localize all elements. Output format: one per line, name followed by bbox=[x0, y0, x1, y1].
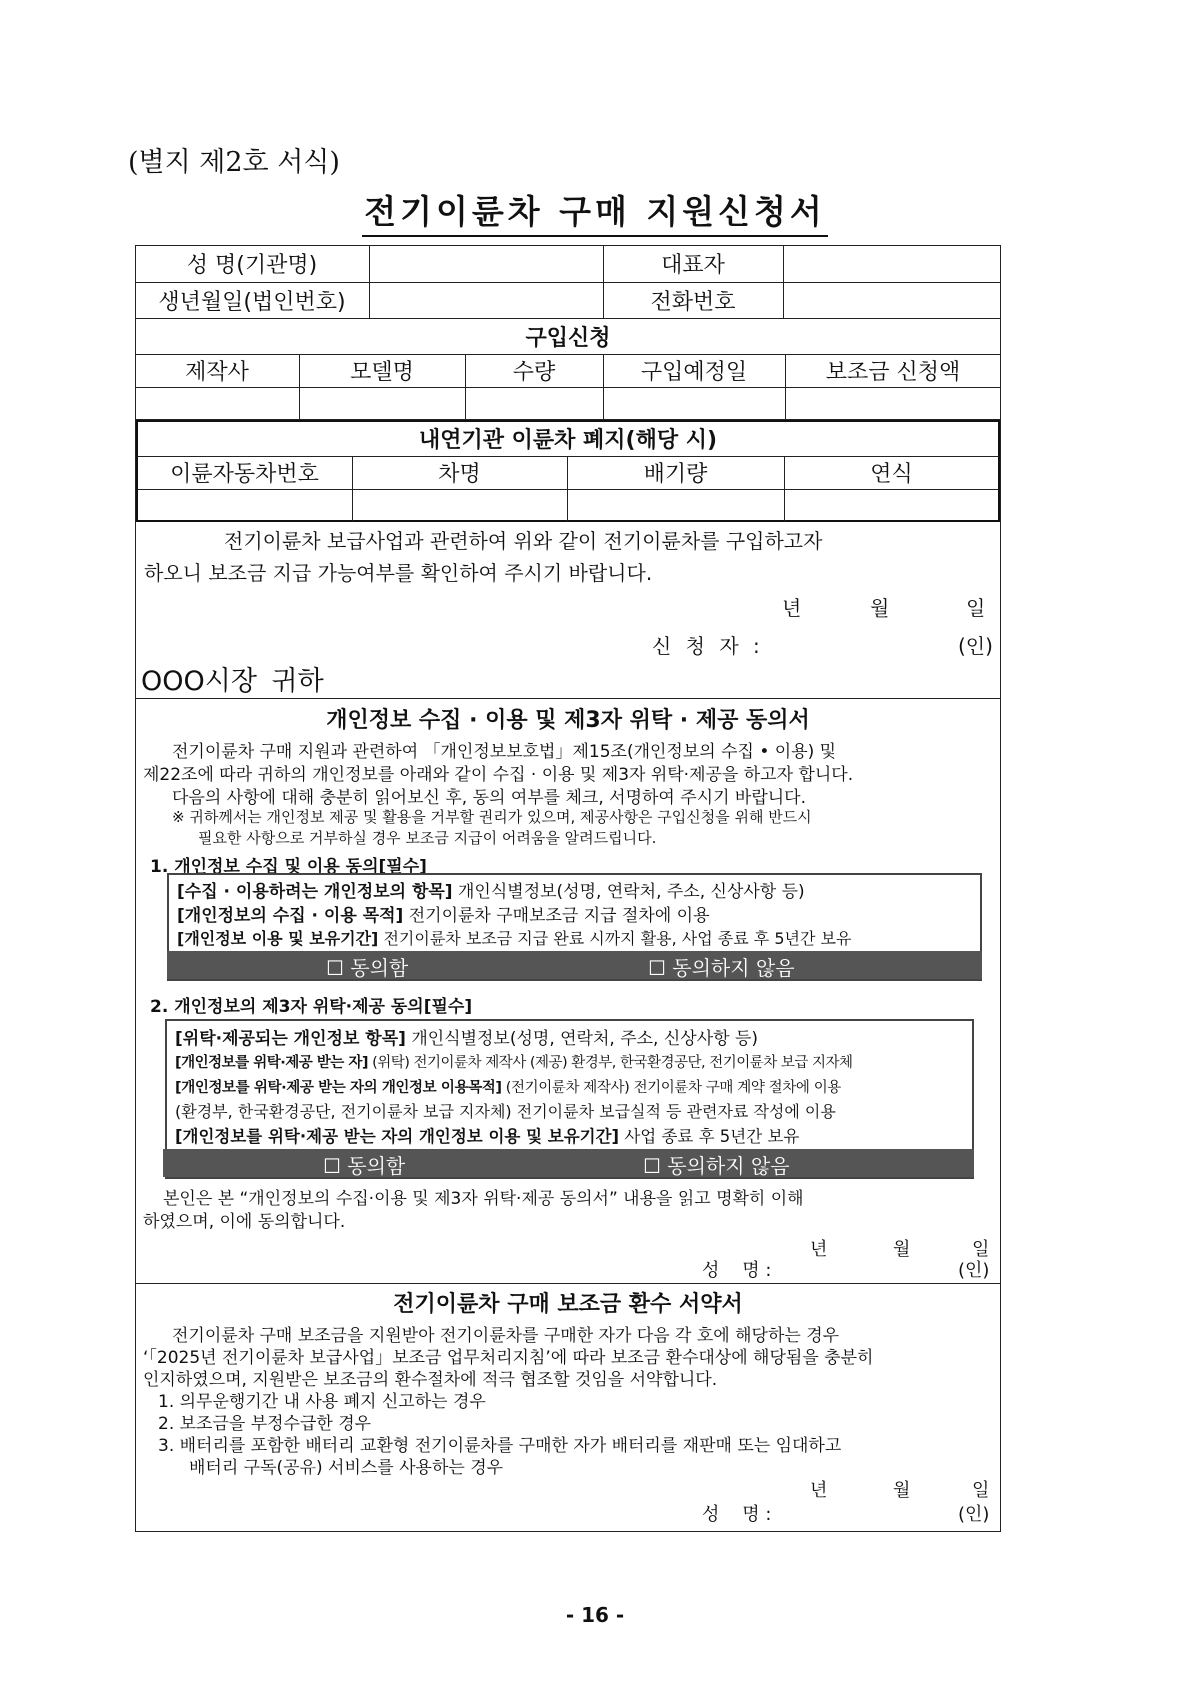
applicant-label: 신 청 자 : bbox=[652, 634, 764, 658]
row-label: [개인정보를 위탁·제공 받는 자] bbox=[175, 1055, 368, 1071]
row-value: 전기이륜차 보조금 지급 완료 시까지 활용, 사업 종료 후 5년간 보유 bbox=[383, 929, 852, 948]
request-line-1: 전기이륜차 보급사업과 관련하여 위와 같이 전기이륜차를 구입하고자 bbox=[224, 529, 823, 553]
name-field[interactable] bbox=[369, 245, 603, 282]
consent-2-options-bar bbox=[163, 1149, 974, 1177]
disposal-heading: 내연기관 이륜차 폐지(해당 시) bbox=[418, 428, 718, 453]
consent-heading: 개인정보 수집 · 이용 및 제3자 위탁 · 제공 동의서 bbox=[326, 708, 810, 733]
consent-1-disagree-checkbox[interactable]: ☐ 동의하지 않음 bbox=[648, 956, 795, 980]
consent-day: 일 bbox=[972, 1239, 990, 1260]
consent-month: 월 bbox=[893, 1239, 911, 1260]
subsidy-field[interactable] bbox=[785, 387, 1001, 419]
pledge-heading: 전기이륜차 구매 보조금 환수 서약서 bbox=[393, 1292, 743, 1317]
pledge-text-2: ‘「2025년 전기이륜차 보급사업」보조금 업무처리지침’에 따라 보조금 환수대상에 해당됨을 충분히 bbox=[143, 1348, 874, 1368]
birth-field[interactable] bbox=[369, 282, 603, 318]
pledge-item-3-cont: 배터리 구독(공유) 서비스를 사용하는 경우 bbox=[189, 1458, 504, 1478]
consent-intro-3: 다음의 사항에 대해 충분히 읽어보신 후, 동의 여부를 체크, 서명하여 주시기 바랍니다. bbox=[172, 788, 807, 808]
row-value: (환경부, 한국환경공단, 전기이륜차 보급 지자체) 전기이륜차 보급실적 등 관련자료 작성에 이용 bbox=[175, 1102, 836, 1121]
purchase-col-subsidy: 보조금 신청액 bbox=[825, 360, 961, 385]
row-value: 개인식별정보(성명, 연락처, 주소, 신상사항 등) bbox=[411, 1029, 758, 1049]
consent-2-row-5 bbox=[175, 1123, 799, 1147]
pledge-text-3: 인지하였으며, 지원받은 보조금의 환수절차에 적극 협조할 것임을 서약합니다. bbox=[143, 1370, 718, 1390]
vehicle-name-field[interactable] bbox=[352, 489, 567, 520]
consent-1-agree-checkbox[interactable]: ☐ 동의함 bbox=[326, 956, 409, 980]
divider bbox=[135, 1283, 1001, 1284]
consent-intro-1: 전기이륜차 구매 지원과 관련하여 「개인정보보호법」제15조(개인정보의 수집 • 이용) 및 bbox=[172, 742, 837, 762]
row-label: [위탁·제공되는 개인정보 항목] bbox=[175, 1029, 406, 1049]
request-year: 년 bbox=[782, 596, 802, 620]
request-line-2: 하오니 보조금 지급 가능여부를 확인하여 주시기 바랍니다. bbox=[144, 561, 653, 585]
representative-field[interactable] bbox=[783, 245, 1001, 282]
row-value: (위탁) 전기이륜차 제작사 (제공) 환경부, 한국환경공단, 전기이륜차 보급 지자체 bbox=[372, 1055, 853, 1071]
page-title bbox=[0, 186, 1190, 233]
consent-intro-2: 제22조에 따라 귀하의 개인정보를 아래와 같이 수집 · 이용 및 제3자 위탁·제공을 하고자 합니다. bbox=[143, 765, 854, 785]
disposal-col-year: 연식 bbox=[870, 462, 913, 487]
consent-confirm-2: 하였으며, 이에 동의합니다. bbox=[143, 1212, 346, 1232]
divider bbox=[135, 698, 1001, 699]
phone-label: 전화번호 bbox=[650, 289, 736, 315]
consent-section-1-title: 1. 개인정보 수집 및 이용 동의[필수] bbox=[150, 857, 427, 877]
quantity-field[interactable] bbox=[465, 387, 603, 419]
pledge-day: 일 bbox=[972, 1480, 990, 1501]
consent-name-label: 성 명 : bbox=[702, 1260, 772, 1281]
pledge-item-3: 3. 배터리를 포함한 배터리 교환형 전기이륜차를 구매한 자가 배터리를 재판매 또는 임대하고 bbox=[158, 1436, 842, 1456]
pledge-month: 월 bbox=[893, 1480, 911, 1501]
form-number: (별지 제2호 서식) bbox=[128, 147, 340, 178]
consent-1-row-2 bbox=[177, 901, 710, 926]
consent-note-1: ※ 귀하께서는 개인정보 제공 및 활용을 거부할 권리가 있으며, 제공사항은 구입신청을 위해 반드시 bbox=[172, 808, 812, 826]
representative-label: 대표자 bbox=[661, 253, 725, 278]
consent-2-disagree-checkbox[interactable]: ☐ 동의하지 않음 bbox=[643, 1154, 790, 1178]
page-title-text: 전기이륜차 구매 지원신청서 bbox=[362, 192, 828, 237]
row-value: 전기이륜차 구매보조금 지급 절차에 이용 bbox=[408, 906, 710, 926]
row-label: [수집 · 이용하려는 개인정보의 항목] bbox=[177, 882, 453, 902]
maker-field[interactable] bbox=[135, 387, 299, 419]
consent-seal: (인) bbox=[958, 1260, 990, 1281]
consent-section-2-title: 2. 개인정보의 제3자 위탁·제공 동의[필수] bbox=[150, 997, 473, 1017]
consent-2-row-4 bbox=[175, 1099, 836, 1122]
pledge-name-label: 성 명 : bbox=[702, 1504, 772, 1525]
consent-2-agree-checkbox[interactable]: ☐ 동의함 bbox=[323, 1154, 406, 1178]
purchase-col-maker: 제작사 bbox=[185, 360, 249, 385]
row-value: 사업 종료 후 5년간 보유 bbox=[624, 1127, 800, 1146]
purchase-col-model: 모델명 bbox=[350, 360, 414, 385]
consent-note-2: 필요한 사항으로 거부하실 경우 보조금 지급이 어려움을 알려드립니다. bbox=[198, 829, 657, 847]
pledge-seal: (인) bbox=[958, 1504, 990, 1525]
row-label: [개인정보 이용 및 보유기간] bbox=[177, 929, 379, 948]
model-field[interactable] bbox=[299, 387, 465, 419]
row-label: [개인정보의 수집 · 이용 목적] bbox=[177, 906, 404, 926]
disposal-col-plate: 이륜자동차번호 bbox=[170, 462, 319, 487]
consent-2-row-2 bbox=[175, 1051, 853, 1072]
displacement-field[interactable] bbox=[567, 489, 784, 520]
purchase-col-qty: 수량 bbox=[512, 360, 556, 385]
consent-1-row-1 bbox=[177, 877, 805, 902]
applicant-seal: (인) bbox=[958, 634, 993, 658]
request-month: 월 bbox=[870, 596, 890, 620]
addressee-suffix: 귀하 bbox=[271, 666, 324, 697]
consent-2-row-3 bbox=[175, 1076, 841, 1097]
phone-field[interactable] bbox=[783, 282, 1001, 318]
birth-label: 생년월일(법인번호) bbox=[158, 289, 346, 315]
pledge-item-2: 2. 보조금을 부정수급한 경우 bbox=[158, 1414, 372, 1434]
pledge-item-1: 1. 의무운행기간 내 사용 폐지 신고하는 경우 bbox=[158, 1392, 486, 1412]
plate-field[interactable] bbox=[137, 489, 352, 520]
page-number: - 16 - bbox=[565, 1603, 625, 1627]
consent-1-options-bar bbox=[167, 951, 982, 979]
request-day: 일 bbox=[966, 596, 986, 620]
disposal-col-displacement: 배기량 bbox=[643, 462, 708, 487]
consent-2-row-1 bbox=[175, 1024, 758, 1049]
row-value: 개인식별정보(성명, 연락처, 주소, 신상사항 등) bbox=[458, 882, 805, 902]
disposal-col-name: 차명 bbox=[438, 462, 481, 487]
consent-year: 년 bbox=[810, 1239, 828, 1260]
model-year-field[interactable] bbox=[784, 489, 999, 520]
row-label: [개인정보를 위탁·제공 받는 자의 개인정보 이용목적] bbox=[175, 1080, 502, 1096]
row-label: [개인정보를 위탁·제공 받는 자의 개인정보 이용 및 보유기간] bbox=[175, 1127, 620, 1146]
name-label: 성 명(기관명) bbox=[186, 253, 318, 278]
purchase-col-date: 구입예정일 bbox=[640, 360, 748, 385]
pledge-year: 년 bbox=[810, 1480, 828, 1501]
consent-1-row-3 bbox=[177, 926, 851, 949]
addressee bbox=[141, 659, 324, 698]
purchase-heading: 구입신청 bbox=[525, 325, 611, 351]
purchase-date-field[interactable] bbox=[603, 387, 785, 419]
addressee-name: OOO시장 bbox=[141, 666, 257, 697]
pledge-text-1: 전기이륜차 구매 보조금을 지원받아 전기이륜차를 구매한 자가 다음 각 호에 해당하는 경우 bbox=[172, 1326, 840, 1346]
consent-confirm-1: 본인은 본 “개인정보의 수집·이용 및 제3자 위탁·제공 동의서” 내용을 읽고 명확히 이해 bbox=[163, 1189, 804, 1209]
row-value: (전기이륜차 제작사) 전기이륜차 구매 계약 절차에 이용 bbox=[505, 1080, 841, 1096]
